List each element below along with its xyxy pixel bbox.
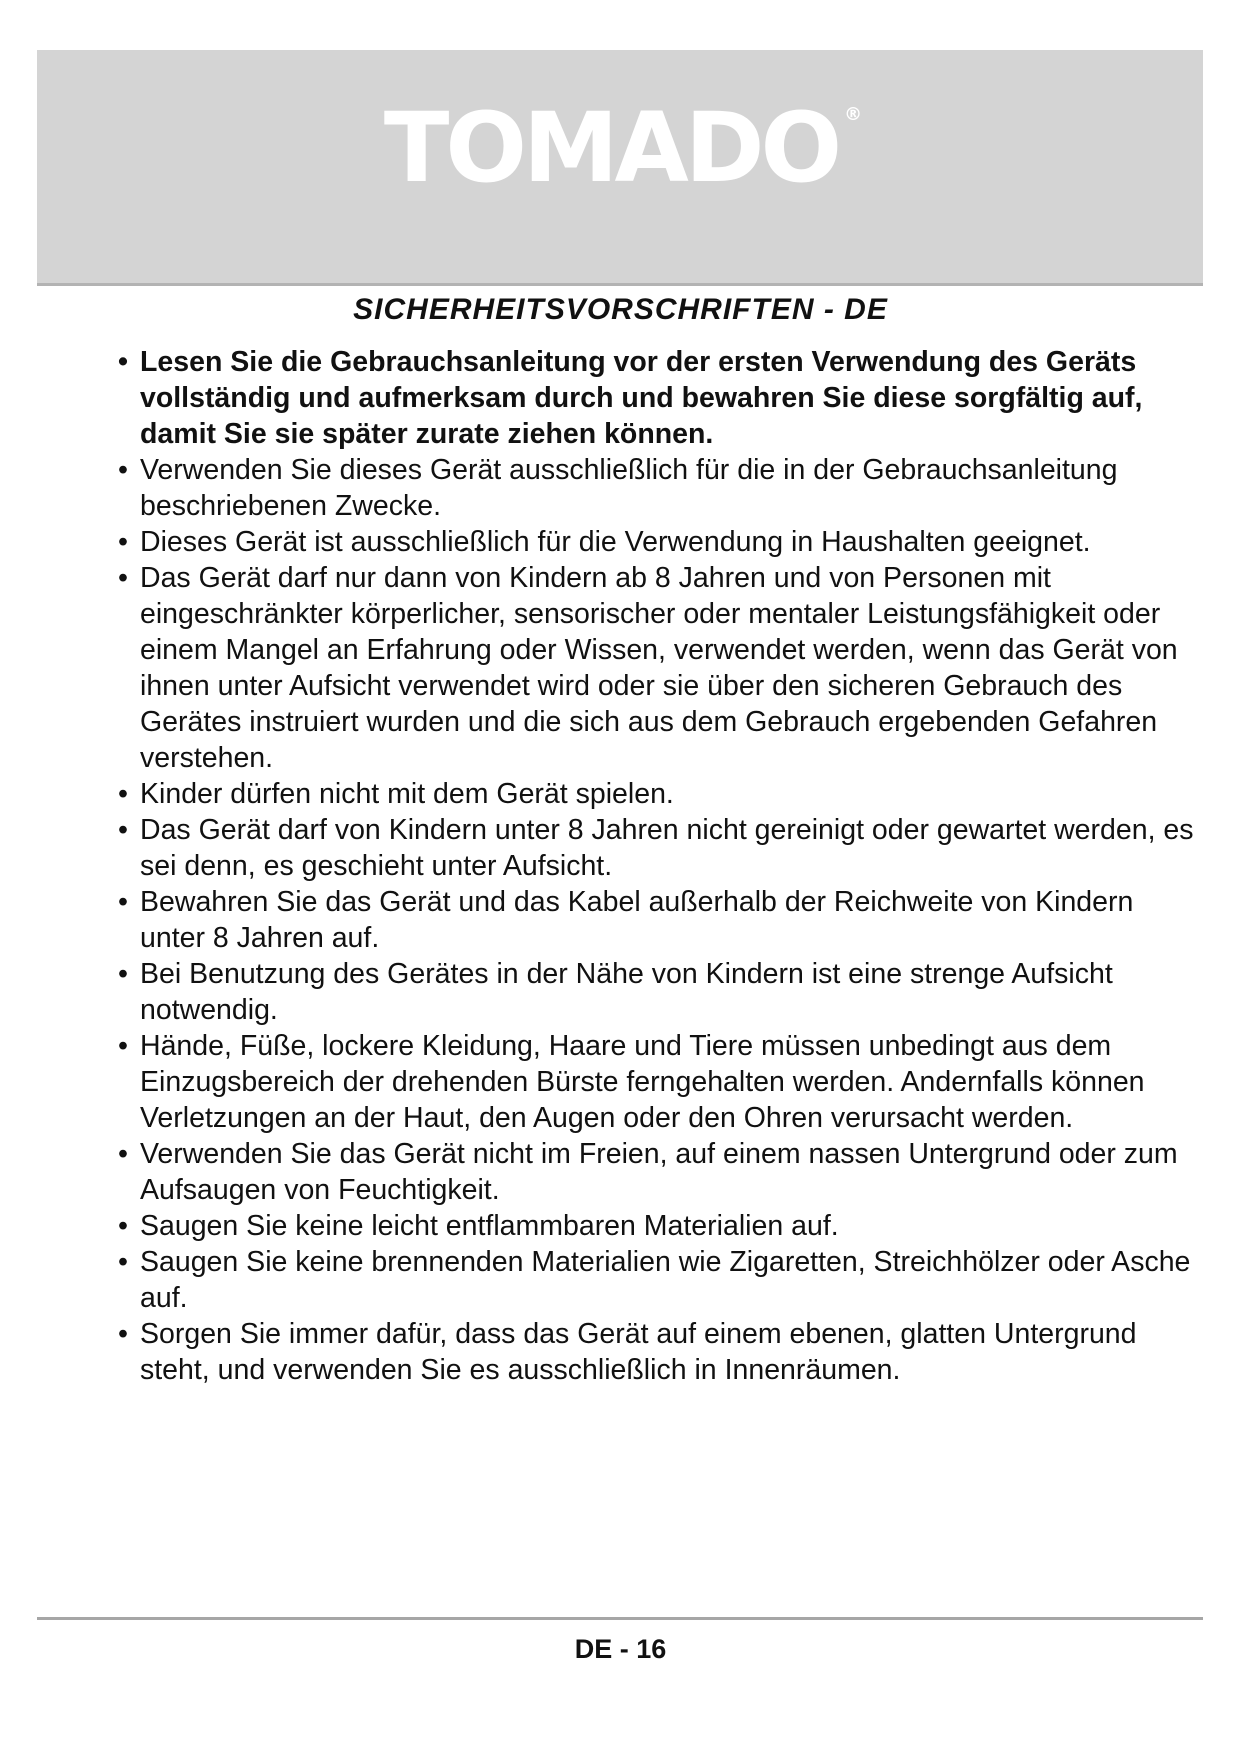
safety-rules-list bbox=[118, 344, 1198, 1388]
safety-rule: • Dieses Gerät ist ausschließlich für die Verwendung in Haushalten geeignet. bbox=[118, 524, 1198, 560]
safety-rule: • Das Gerät darf von Kindern unter 8 Jahren nicht gereinigt oder gewartet werden, es sei denn, es geschieht unter Aufsicht. bbox=[118, 812, 1198, 884]
safety-rule: • Saugen Sie keine leicht entflammbaren Materialien auf. bbox=[118, 1208, 1198, 1244]
brand-logo bbox=[37, 92, 1203, 204]
header-band bbox=[37, 50, 1203, 286]
safety-rule: • Verwenden Sie das Gerät nicht im Freien, auf einem nassen Untergrund oder zum Aufsaugen von Feuchtigkeit. bbox=[118, 1136, 1198, 1208]
registered-mark: ® bbox=[844, 104, 863, 125]
safety-rule: • Lesen Sie die Gebrauchsanleitung vor der ersten Verwendung des Geräts vollständig und aufmerksam durch und bewahren Sie diese sorgfältig auf, damit Sie sie später zurate ziehen können. bbox=[118, 344, 1198, 452]
safety-rule: • Kinder dürfen nicht mit dem Gerät spielen. bbox=[118, 776, 1198, 812]
safety-rule: • Bei Benutzung des Gerätes in der Nähe von Kindern ist eine strenge Aufsicht notwendig. bbox=[118, 956, 1198, 1028]
safety-rule: • Saugen Sie keine brennenden Materialien wie Zigaretten, Streichhölzer oder Asche auf. bbox=[118, 1244, 1198, 1316]
footer-divider bbox=[37, 1617, 1203, 1620]
page-title: SICHERHEITSVORSCHRIFTEN - DE bbox=[353, 293, 888, 326]
safety-rule: • Hände, Füße, lockere Kleidung, Haare und Tiere müssen unbedingt aus dem Einzugsbereich der drehenden Bürste ferngehalten werden. Andernfalls können Verletzungen an der Haut, den Augen oder den Ohren verursacht werden. bbox=[118, 1028, 1198, 1136]
safety-rule: • Sorgen Sie immer dafür, dass das Gerät auf einem ebenen, glatten Untergrund steht, und verwenden Sie es ausschließlich in Innenräumen. bbox=[118, 1316, 1198, 1388]
safety-rule: • Verwenden Sie dieses Gerät ausschließlich für die in der Gebrauchsanleitung beschriebenen Zwecke. bbox=[118, 452, 1198, 524]
page-number: DE - 16 bbox=[574, 1634, 667, 1664]
safety-rule: • Das Gerät darf nur dann von Kindern ab 8 Jahren und von Personen mit eingeschränkter körperlicher, sensorischer oder mentaler Leistungsfähigkeit oder einem Mangel an Erfahrung oder Wissen, verwendet werden, wenn das Gerät von ihnen unter Aufsicht verwendet wird oder sie über den sicheren Gebrauch des Gerätes instruiert wurden und die sich aus dem Gebrauch ergebenden Gefahren verstehen. bbox=[118, 560, 1198, 776]
safety-rule: • Bewahren Sie das Gerät und das Kabel außerhalb der Reichweite von Kindern unter 8 Jahren auf. bbox=[118, 884, 1198, 956]
brand-name: TOMADO bbox=[383, 92, 839, 204]
